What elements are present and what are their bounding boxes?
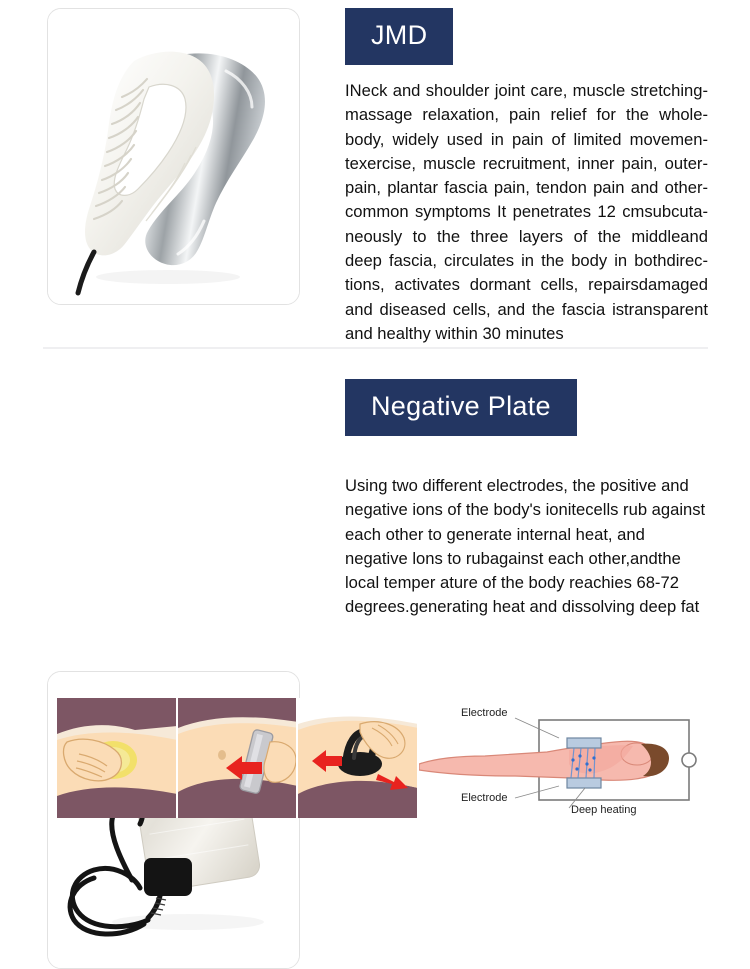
jmd-body-text: INeck and shoulder joint care, muscle stretching-massage relaxation, pain relief for the whole-body, widely used in pain of limited movemen-texercise, muscle recruitment, inner pain, outer-pain, plantar fascia pain, tendon pain and other-common symptoms It penetrates 12 cmsubcuta-neously to the three layers of the middleand deep fascia, circulates in the body in bothdirec-tions, activates dormant cells, repairsdamaged and diseased cells, and the fascia istransparent and healthy within 30 minutes: [345, 81, 708, 343]
negative-plate-body-text: Using two different electrodes, the positive and negative ions of the body's ionitecells rub against each other to generate internal heat, and negative lons to rubagainst each other,andthe local temper ature of the body reachies 68-72 degrees.generating heat and dissolving deep fat: [345, 476, 706, 617]
diagram-label-deep-heating: Deep heating: [571, 804, 637, 816]
negative-plate-heading-label: Negative Plate: [371, 391, 551, 421]
deep-heating-electrode-diagram: [419, 698, 708, 818]
section-divider: [43, 347, 708, 349]
treatment-photo-row: [57, 698, 417, 818]
diagram-label-electrode-bottom: Electrode: [461, 792, 508, 804]
treatment-photo-apply-gel: [57, 698, 178, 818]
jmd-heading-label: JMD: [371, 20, 428, 50]
jmd-text-column: [345, 8, 708, 346]
diagram-label-electrode-top: Electrode: [461, 707, 508, 719]
bottom-illustration-strip: [57, 698, 708, 818]
jmd-heading-badge: [345, 8, 453, 65]
treatment-photo-suction-cup: [298, 698, 417, 818]
jmd-handheld-gua-sha-device-photo: [48, 9, 299, 304]
negative-plate-heading-badge: [345, 379, 577, 436]
negative-plate-text-column: [345, 379, 708, 620]
treatment-photo-scraping-tool: [178, 698, 299, 818]
jmd-product-image-card: [47, 8, 300, 305]
